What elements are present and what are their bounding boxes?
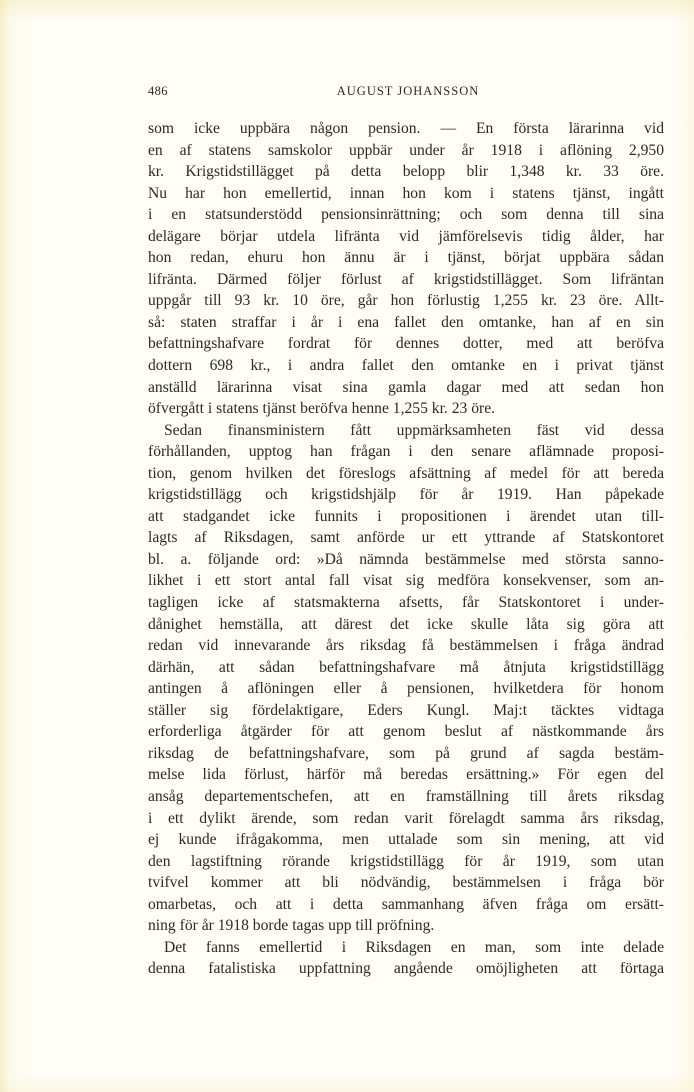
text-line: kr. Krigstidstillägget på detta belopp blir 1,348 kr. 33 öre.	[148, 163, 664, 181]
text-line: i en statsunderstödd pensionsinrättning; och som denna till sina	[148, 206, 664, 224]
text-line: ej kunde ifrågakomma, men uttalade som sin mening, att vid	[148, 831, 664, 849]
body-text	[148, 118, 664, 980]
text-line: redan vid innevarande års riksdag få bestämmelsen i fråga ändrad	[148, 637, 664, 655]
text-line: erforderliga åtgärder för att genom beslut af nästkommande års	[148, 723, 664, 741]
text-line: hon redan, ehuru hon ännu är i tjänst, börjat uppbära sådan	[148, 249, 664, 267]
text-line: uppgår till 93 kr. 10 öre, går hon förlustig 1,255 kr. 23 öre. Allt-	[148, 292, 664, 310]
text-line: därhän, att sådan befattningshafvare må åtnjuta krigstidstillägg	[148, 658, 664, 676]
text-line: omarbetas, och att i detta sammanhang äfven fråga om ersätt-	[148, 895, 664, 913]
text-line: förhållanden, upptog han frågan i den senare aflämnade proposi-	[148, 443, 664, 461]
text-line: melse lida förlust, härför må beredas ersättning.» För egen del	[148, 766, 664, 784]
text-line-paragraph-end: öfvergått i statens tjänst beröfva henne 1,255 kr. 23 öre.	[148, 400, 496, 418]
text-line: lifränta. Därmed följer förlust af krigstidstillägget. Som lifräntan	[148, 270, 664, 288]
text-line: anställd lärarinna visat sina gamla dagar med att sedan hon	[148, 378, 664, 396]
text-line: den lagstiftning rörande krigstidstillägg för år 1919, som utan	[148, 852, 664, 870]
text-line: tvifvel kommer att bli nödvändig, bestämmelsen i fråga bör	[148, 874, 664, 892]
running-head	[148, 84, 664, 102]
text-line-paragraph-start: Det fanns emellertid i Riksdagen en man, som inte delade	[164, 938, 664, 956]
text-line: dånighet hemställa, att därest det icke skulle låta sig göra att	[148, 615, 664, 633]
text-line: riksdag de befattningshafvare, som på grund af sagda bestäm-	[148, 744, 664, 762]
text-line: tion, genom hvilken det föreslogs afsättning af medel för att bereda	[148, 464, 664, 482]
text-line: lagts af Riksdagen, samt anförde ur ett yttrande af Statskontoret	[148, 529, 664, 547]
text-line: bl. a. följande ord: »Då nämnda bestämmelse med största sanno-	[148, 550, 664, 568]
page-number: 486	[148, 84, 168, 98]
text-line: delägare börjar utdela lifränta vid jämförelsevis tidig ålder, har	[148, 227, 664, 245]
text-line: i ett dylikt ärende, som redan varit förelagdt samma års riksdag,	[148, 809, 664, 827]
running-title: AUGUST JOHANSSON	[336, 84, 480, 98]
text-line-paragraph-start: Sedan finansministern fått uppmärksamheten fäst vid dessa	[164, 421, 664, 439]
text-line: krigstidstillägg och krigstidshjälp för år 1919. Han påpekade	[148, 486, 664, 504]
text-line: dottern 698 kr., i andra fallet den omtanke en i privat tjänst	[148, 357, 664, 375]
text-line: ställer sig fördelaktigare, Eders Kungl. Maj:t täcktes vidtaga	[148, 701, 664, 719]
text-line: befattningshafvare fordrat för dennes dotter, med att beröfva	[148, 335, 664, 353]
text-line: ansåg departementschefen, att en framställning till årets riksdag	[148, 787, 664, 805]
text-line: denna fatalistiska uppfattning angående omöjligheten att förtaga	[148, 960, 664, 978]
text-line: som icke uppbära någon pension. — En första lärarinna vid	[148, 120, 664, 137]
text-line: att stadgandet icke funnits i propositionen i ärendet utan till-	[148, 507, 664, 525]
text-line: Nu har hon emellertid, innan hon kom i statens tjänst, ingått	[148, 184, 664, 202]
text-line: likhet i ett stort antal fall visat sig medföra konsekvenser, som an-	[148, 572, 664, 590]
text-line: antingen å aflöningen eller å pensionen, hvilketdera för honom	[148, 680, 664, 698]
text-line: en af statens samskolor uppbär under år 1918 i aflöning 2,950	[148, 141, 664, 159]
text-line-paragraph-end: ning för år 1918 borde tagas upp till pröfning.	[148, 917, 435, 935]
text-line: tagligen icke af statsmakterna afsetts, får Statskontoret i under-	[148, 594, 664, 612]
text-line: så: staten straffar i år i ena fallet den omtanke, han af en sin	[148, 313, 664, 331]
